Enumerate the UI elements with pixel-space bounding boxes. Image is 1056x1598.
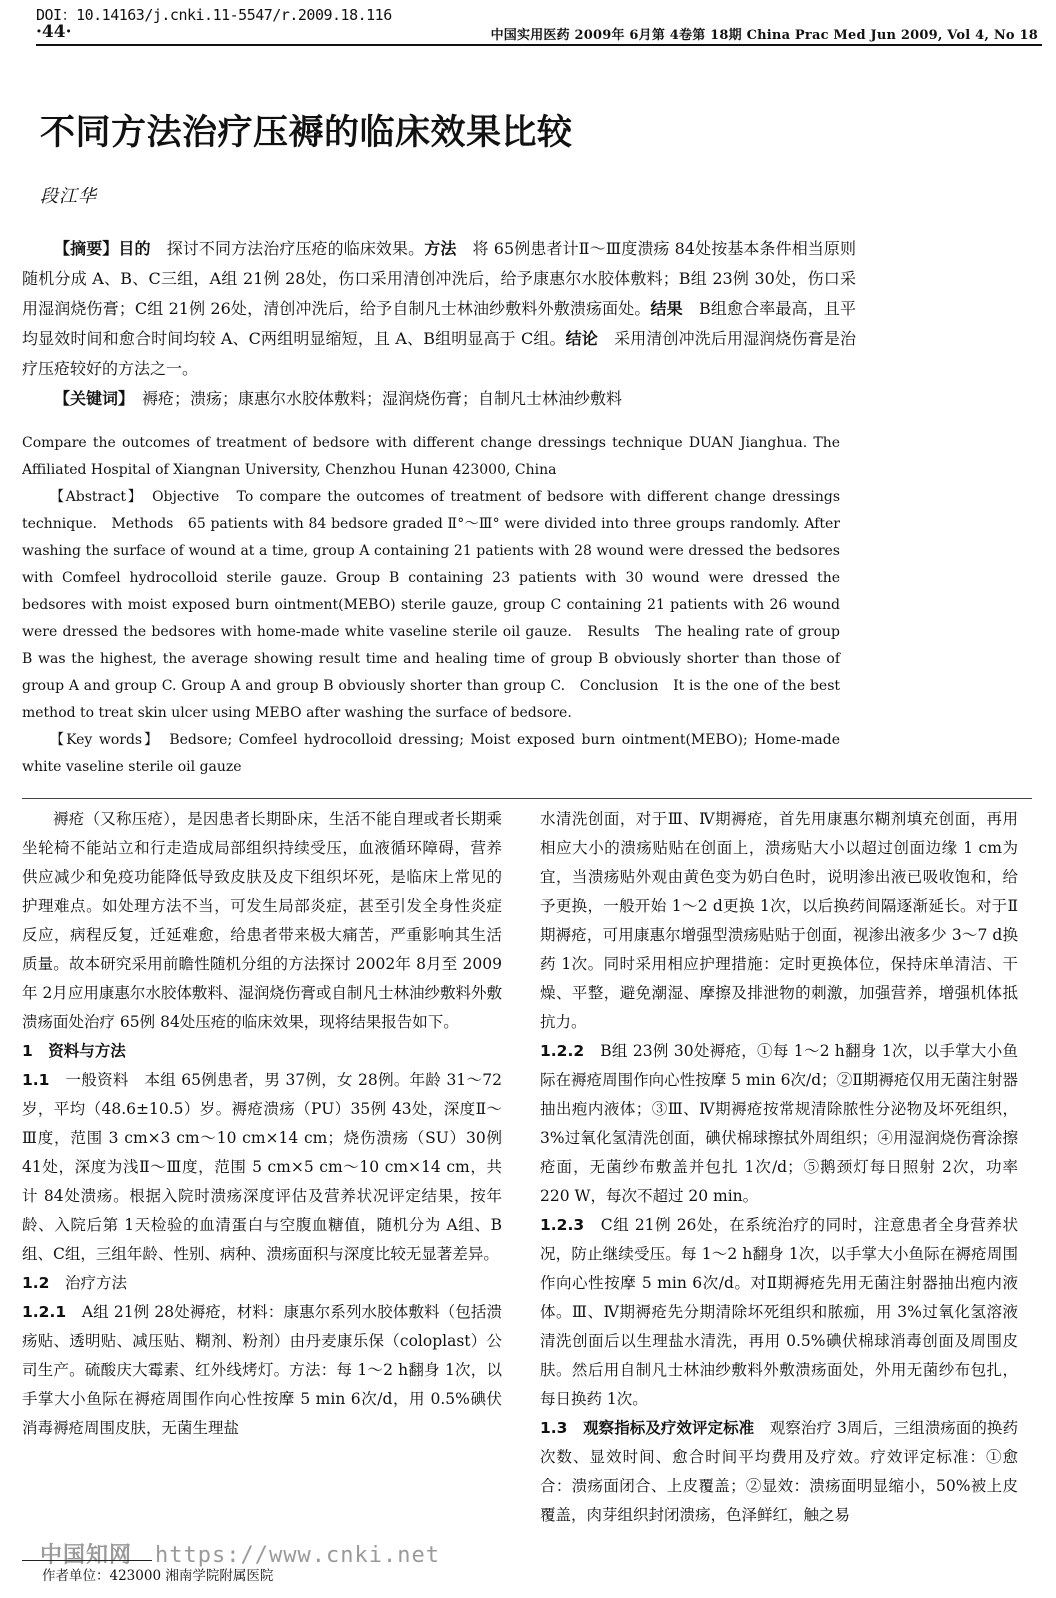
section-1-1 — [22, 1066, 502, 1269]
keywords-en-line — [22, 727, 840, 781]
section-1-2-1-label: 1.2.1 — [22, 1303, 67, 1321]
english-abstract — [22, 430, 840, 781]
methods-en: 65 patients with 84 bedsore graded Ⅱ°～Ⅲ° were divided into three groups randomly. After washing the surface of wound at a time, group A containing 21 patients with 28 wound were dressed the bedsores with Comfeel hydrocolloid sterile gauze. Group B containing 23 patients with 30 wound were dressed the bedsores with moist exposed burn ointment(MEBO) sterile gauze, group C containing 21 patients with 26 wound were dressed the bedsores with home-made white vaseline sterile oil gauze. — [22, 516, 841, 640]
abstract-cn-label: 【摘要】 — [54, 239, 119, 258]
objective-cn-label: 目的 — [118, 239, 151, 258]
section-1-3-label: 1.3 — [540, 1419, 568, 1437]
results-en-label: Results — [587, 624, 640, 640]
objective-en-label: Objective — [152, 489, 220, 505]
section-1-2-title: 治疗方法 — [64, 1274, 127, 1292]
watermark-cn: 中国知网 — [40, 1543, 133, 1568]
abstract-en-body — [22, 484, 840, 727]
watermark-url: https://www.cnki.net — [155, 1543, 440, 1568]
section-1-2 — [22, 1269, 502, 1298]
keywords-en: Bedsore; Comfeel hydrocolloid dressing; Moist exposed burn ointment(MEBO); Home-made white vaseline sterile oil gauze — [22, 732, 841, 775]
section-1-2-1-text: A组 21例 28处褥疮，材料：康惠尔系列水胶体敷料（包括溃疡贴、透明贴、减压贴、糊剂、粉剂）由丹麦康乐保（coloplast）公司生产。硫酸庆大霉素、红外线烤灯。方法：每 1～2 h翻身 1次，以手掌大小鱼际在褥疮周围作向心性按摩 5 min 6次/d，用 0.5%碘伏消毒褥疮周围皮肤，无菌生理盐 — [22, 1303, 502, 1437]
objective-cn: 探讨不同方法治疗压疮的临床效果。 — [166, 239, 425, 258]
results-cn: B组愈合率最高，且平均显效时间和愈合时间均较 A、C两组明显缩短，且 A、B组明显高于 C组。 — [22, 299, 856, 348]
section-1-2-3-text: C组 21例 26处，在系统治疗的同时，注意患者全身营养状况，防止继续受压。每 1～2 h翻身 1次，以手掌大小鱼际在褥疮周围作向心性按摩 5 min 6次/d。对Ⅱ期褥疮先用无菌注射器抽出疱内液体。Ⅲ、Ⅳ期褥疮先分期清除坏死组织和脓痂，用 3%过氧化氢溶液清洗创面后以生理盐水清洗，再用 0.5%碘伏棉球消毒创面及周围皮肤。然后用自制凡士林油纱敷料外敷溃疡面处，外用无菌纱布包扎，每日换药 1次。 — [540, 1216, 1018, 1408]
conclusion-en-label: Conclusion — [579, 678, 659, 694]
doi-line: DOI：10.14163/j.cnki.11-5547/r.2009.18.116 — [36, 6, 392, 24]
author-affiliation: 作者单位：423000 湘南学院附属医院 — [42, 1568, 274, 1584]
results-en: The healing rate of group B was the highest, the average showing result time and healing time of group B obviously shorter than those of group A and group C. Group A and group B obviously shorter than group C. — [22, 624, 841, 694]
header-rule — [36, 44, 1042, 46]
page-number: ·44· — [36, 22, 72, 42]
keywords-cn-label: 【关键词】 — [54, 389, 127, 408]
section-1-heading: 1 资料与方法 — [22, 1042, 126, 1060]
objective-en: To compare the outcomes of treatment of bedsore with different change dressings technique. — [22, 489, 841, 532]
section-1-2-2-label: 1.2.2 — [540, 1042, 585, 1060]
body-left-column — [22, 805, 502, 1443]
results-cn-label: 结果 — [650, 299, 683, 318]
methods-cn-label: 方法 — [424, 239, 457, 258]
section-1-3 — [540, 1414, 1018, 1530]
section-1-3-text: 观察治疗 3周后，三组溃疡面的换药次数、显效时间、愈合时间平均费用及疗效。疗效评定标准：①愈合：溃疡面闭合、上皮覆盖；②显效：溃疡面明显缩小，50%被上皮覆盖，肉芽组织封闭溃疡，色泽鲜红，触之易 — [540, 1419, 1018, 1524]
section-1-1-text: 本组 65例患者，男 37例，女 28例。年龄 31～72岁，平均（48.6±10.5）岁。褥疮溃疡（PU）35例 43处，深度Ⅱ～Ⅲ度，范围 3 cm×3 cm～10 cm×14 cm；烧伤溃疡（SU）30例 41处，深度为浅Ⅱ～Ⅲ度，范围 5 cm×5 cm～10 cm×14 cm，共计 84处溃疡。根据入院时溃疡深度评估及营养状况评定结果，按年龄、入院后第 1天检验的血清蛋白与空腹血糖值，随机分为 A组、B组、C组，三组年龄、性别、病种、溃疡面积与深度比较无显著差异。 — [22, 1071, 502, 1263]
section-1-1-label: 1.1 — [22, 1071, 50, 1089]
abstract-cn-body — [22, 234, 856, 384]
chinese-abstract — [22, 234, 856, 414]
section-1-2-2-text: B组 23例 30处褥疮，①每 1～2 h翻身 1次，以手掌大小鱼际在褥疮周围作向心性按摩 5 min 6次/d；②Ⅱ期褥疮仅用无菌注射器抽出疱内液体；③Ⅲ、Ⅳ期褥疮按常规清除脓性分泌物及坏死组织，3%过氧化氢清洗创面，碘伏棉球擦拭外周组织；④用湿润烧伤膏涂擦疮面，无菌纱布敷盖并包扎 1次/d；⑤鹅颈灯每日照射 2次，功率 220 W，每次不超过 20 min。 — [540, 1042, 1018, 1205]
section-1-2-1 — [22, 1298, 502, 1443]
english-title-line: Compare the outcomes of treatment of bedsore with different change dressings technique DUAN Jianghua. The Affiliated Hospital of Xiangnan University, Chenzhou Hunan 423000, China — [22, 435, 840, 478]
footnote-rule — [22, 1560, 152, 1561]
body-right-column — [540, 805, 1018, 1530]
running-head: 中国实用医药 2009年 6月第 4卷第 18期 China Prac Med Jun 2009, Vol 4, No 18 — [490, 28, 1038, 43]
article-author: 段江华 — [40, 186, 97, 207]
keywords-cn-line — [22, 384, 856, 414]
section-1-2-label: 1.2 — [22, 1274, 50, 1292]
article-title: 不同方法治疗压褥的临床效果比较 — [40, 113, 573, 153]
section-1-2-3 — [540, 1211, 1018, 1414]
conclusion-cn-label: 结论 — [565, 329, 598, 348]
keywords-en-label: 【Key words】 — [50, 732, 154, 748]
intro-paragraph: 褥疮（又称压疮），是因患者长期卧床，生活不能自理或者长期乘坐轮椅不能站立和行走造成局部组织持续受压，血液循环障碍，营养供应减少和免疫功能降低导致皮肤及皮下组织坏死，是临床上常见的护理难点。如处理方法不当，可发生局部炎症，甚至引发全身性炎症反应，病程反复，迁延难愈，给患者带来极大痛苦，严重影响其生活质量。故本研究采用前瞻性随机分组的方法探讨 2002年 8月至 2009年 2月应用康惠尔水胶体敷料、湿润烧伤膏或自制凡士林油纱敷料外敷溃疡面处治疗 65例 84处压疮的临床效果，现将结果报告如下。 — [22, 810, 502, 1031]
section-1-1-title: 一般资料 — [65, 1071, 129, 1089]
methods-cn: 将 65例患者计Ⅱ～Ⅲ度溃疡 84处按基本条件相当原则随机分成 A、B、C三组，A组 21例 28处，伤口采用清创冲洗后，给予康惠尔水胶体敷料；B组 23例 30处，伤口采用湿润烧伤膏；C组 21例 26处，清创冲洗后，给予自制凡士林油纱敷料外敷溃疡面处。 — [22, 239, 856, 318]
section-1-2-3-label: 1.2.3 — [540, 1216, 585, 1234]
section-1-2-2 — [540, 1037, 1018, 1211]
conclusion-en: It is the one of the best method to treat skin ulcer using MEBO after washing the surface of bedsore. — [22, 678, 841, 721]
conclusion-cn: 采用清创冲洗后用湿润烧伤膏是治疗压疮较好的方法之一。 — [22, 329, 856, 378]
section-1-3-title: 观察指标及疗效评定标准 — [583, 1419, 755, 1437]
abstract-en-label: 【Abstract】 — [50, 489, 137, 505]
abstract-separator — [22, 798, 1032, 799]
keywords-cn: 褥疮；溃疡；康惠尔水胶体敷料；湿润烧伤膏；自制凡士林油纱敷料 — [142, 389, 623, 408]
section-1-2-1-continued: 水清洗创面，对于Ⅲ、Ⅳ期褥疮，首先用康惠尔糊剂填充创面，再用相应大小的溃疡贴贴在创面上，溃疡贴大小以超过创面边缘 1 cm为宜，当溃疡贴外观由黄色变为奶白色时，说明渗出液已吸收饱和，给予更换，一般开始 1～2 d更换 1次，以后换药间隔逐渐延长。对于Ⅱ期褥疮，可用康惠尔增强型溃疡贴贴于创面，视渗出液多少 3～7 d换药 1次。同时采用相应护理措施：定时更换体位，保持床单清洁、干燥、平整，避免潮湿、摩擦及排泄物的刺激，加强营养，增强机体抵抗力。 — [540, 810, 1018, 1031]
methods-en-label: Methods — [111, 516, 174, 532]
